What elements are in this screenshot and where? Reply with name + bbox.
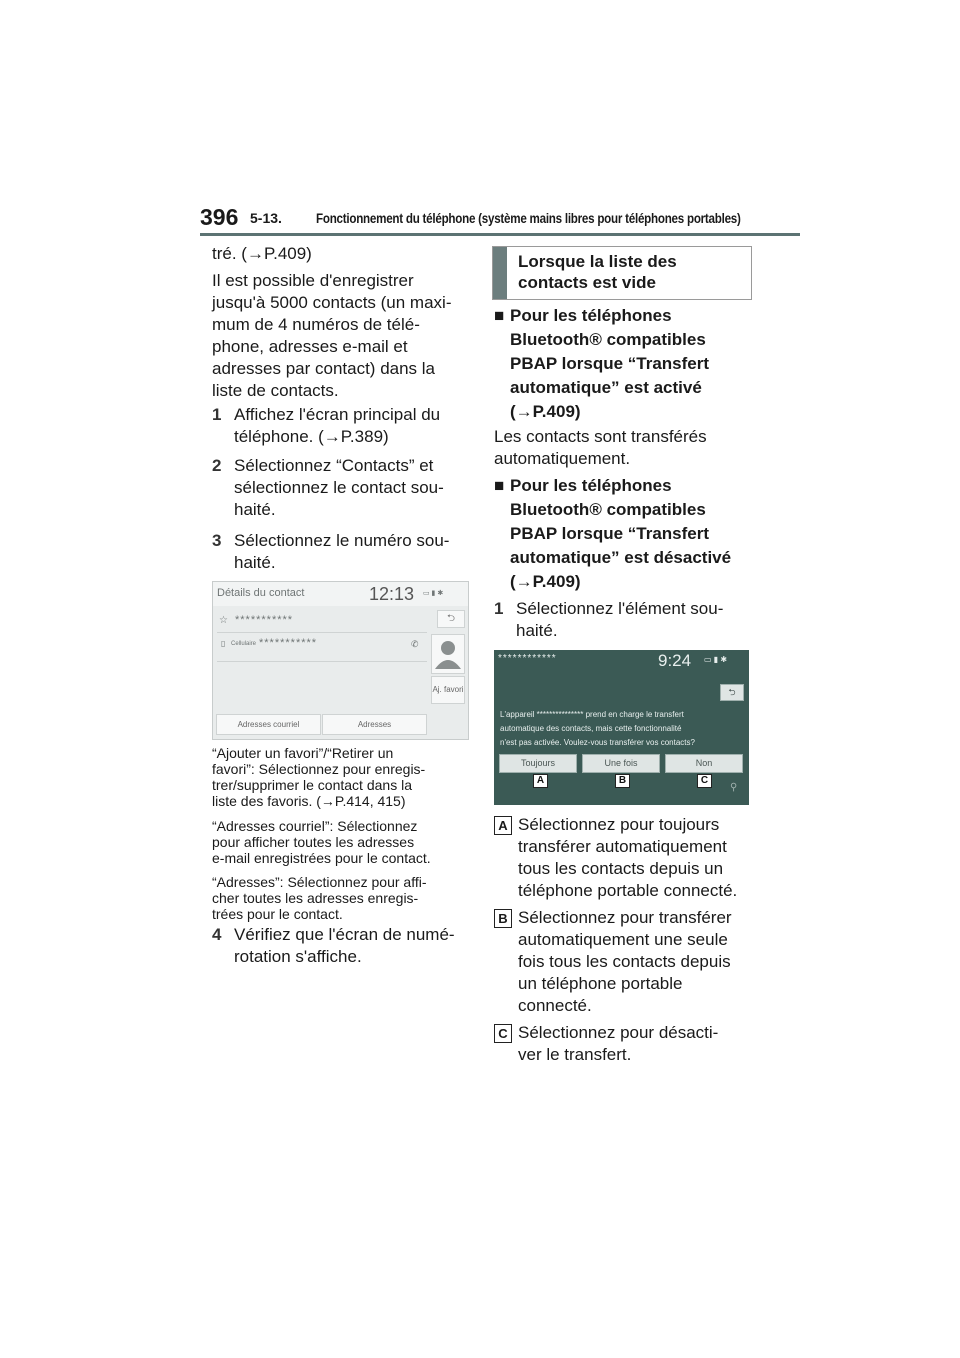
callout-b: B	[615, 774, 630, 788]
square-bullet-icon: ■	[494, 476, 505, 495]
status-icons: ▭ ▮ ✱	[704, 655, 728, 664]
step-3: 3 Sélectionnez le numéro sou- haité.	[212, 531, 450, 572]
search-icon: ⚲	[730, 782, 738, 793]
device-name: ************	[498, 653, 557, 664]
once-button[interactable]: Une fois	[582, 754, 660, 773]
step-1: 1 Affichez l'écran principal du téléphone. (→P.389)	[212, 405, 441, 446]
divider	[217, 661, 427, 662]
contact-name: ***********	[235, 614, 294, 626]
square-bullet-icon: ■	[494, 306, 505, 325]
case2-heading: ■ Pour les téléphones Bluetooth® compatibles PBAP lorsque “Transfert automatique” est désactivé (→P.409)	[494, 476, 732, 591]
continued-text: tré. (→P.409)	[212, 244, 312, 263]
callout-a: A	[533, 774, 548, 788]
page-number: 396	[200, 204, 239, 230]
phone-label: Cellulaire	[231, 641, 257, 647]
clock: 12:13	[369, 584, 415, 604]
transfer-message: L'appareil *************** prend en charge le transfert automatique des contacts, mais cette fonctionnalité n'est pas activée. Voulez-vous transférer vos contacts?	[500, 710, 695, 747]
case1-heading: ■ Pour les téléphones Bluetooth® compatibles PBAP lorsque “Transfert automatique” est activé (→P.409)	[494, 306, 710, 421]
call-icon[interactable]: ✆	[411, 639, 419, 649]
option-c: C Sélectionnez pour désacti- ver le transfert.	[494, 1022, 754, 1066]
header-rule	[200, 233, 800, 236]
option-b: B Sélectionnez pour transférer automatiquement une seule fois tous les contacts depuis un téléphone portable connecté.	[494, 907, 754, 1017]
note-favorite: “Ajouter un favori”/“Retirer un favori”: Sélectionnez pour enregis- trer/supprimer le contact dans la liste des favoris. (→P.414, 415)	[212, 745, 426, 809]
intro-paragraph: Il est possible d'enregistrer jusqu'à 5000 contacts (un maxi- mum de 4 numéros de télé- phone, adresses e-mail et adresses par contact) dans la liste de contacts.	[212, 271, 452, 400]
clock: 9:24	[658, 651, 692, 670]
case2-step-1: 1 Sélectionnez l'élément sou- haité.	[494, 599, 724, 640]
note-addresses: “Adresses”: Sélectionnez pour affi- cher toutes les adresses enregis- trées pour le contact.	[212, 874, 427, 922]
screen-title: Détails du contact	[217, 587, 305, 599]
divider	[217, 632, 427, 633]
option-a: A Sélectionnez pour toujours transférer automatiquement tous les contacts depuis un téléphone portable connecté.	[494, 814, 754, 902]
addresses-button[interactable]: Adresses	[322, 714, 427, 735]
avatar	[431, 634, 465, 674]
back-button[interactable]: ⮌	[720, 684, 744, 701]
step-2: 2 Sélectionnez “Contacts” et sélectionnez le contact sou- haité.	[212, 456, 444, 519]
email-addresses-button[interactable]: Adresses courriel	[216, 714, 321, 735]
section-number: 5-13.	[250, 210, 282, 226]
step-4: 4 Vérifiez que l'écran de numé- rotation s'affiche.	[212, 925, 455, 966]
contact-details-screenshot	[212, 581, 469, 740]
info-box-bar	[493, 247, 507, 299]
person-icon	[432, 635, 464, 673]
callout-c: C	[697, 774, 712, 788]
add-favorite-button[interactable]: Aj. favori	[431, 676, 465, 704]
star-icon: ☆	[219, 615, 228, 626]
mobile-icon: ▯	[221, 639, 226, 648]
status-icons: ▭ ▮ ✱	[423, 590, 444, 597]
section-title: Fonctionnement du téléphone (système mains libres pour téléphones portables)	[316, 210, 741, 226]
note-email: “Adresses courriel”: Sélectionnez pour afficher toutes les adresses e-mail enregistrées pour le contact.	[212, 818, 431, 866]
transfer-prompt-screenshot	[494, 650, 749, 805]
back-button[interactable]: ⮌	[437, 610, 465, 628]
info-box: Lorsque la liste des contacts est vide	[492, 246, 752, 300]
no-button[interactable]: Non	[665, 754, 743, 773]
always-button[interactable]: Toujours	[499, 754, 577, 773]
phone-number[interactable]: ***********	[259, 637, 318, 649]
case1-body: Les contacts sont transférés automatiquement.	[494, 427, 707, 468]
